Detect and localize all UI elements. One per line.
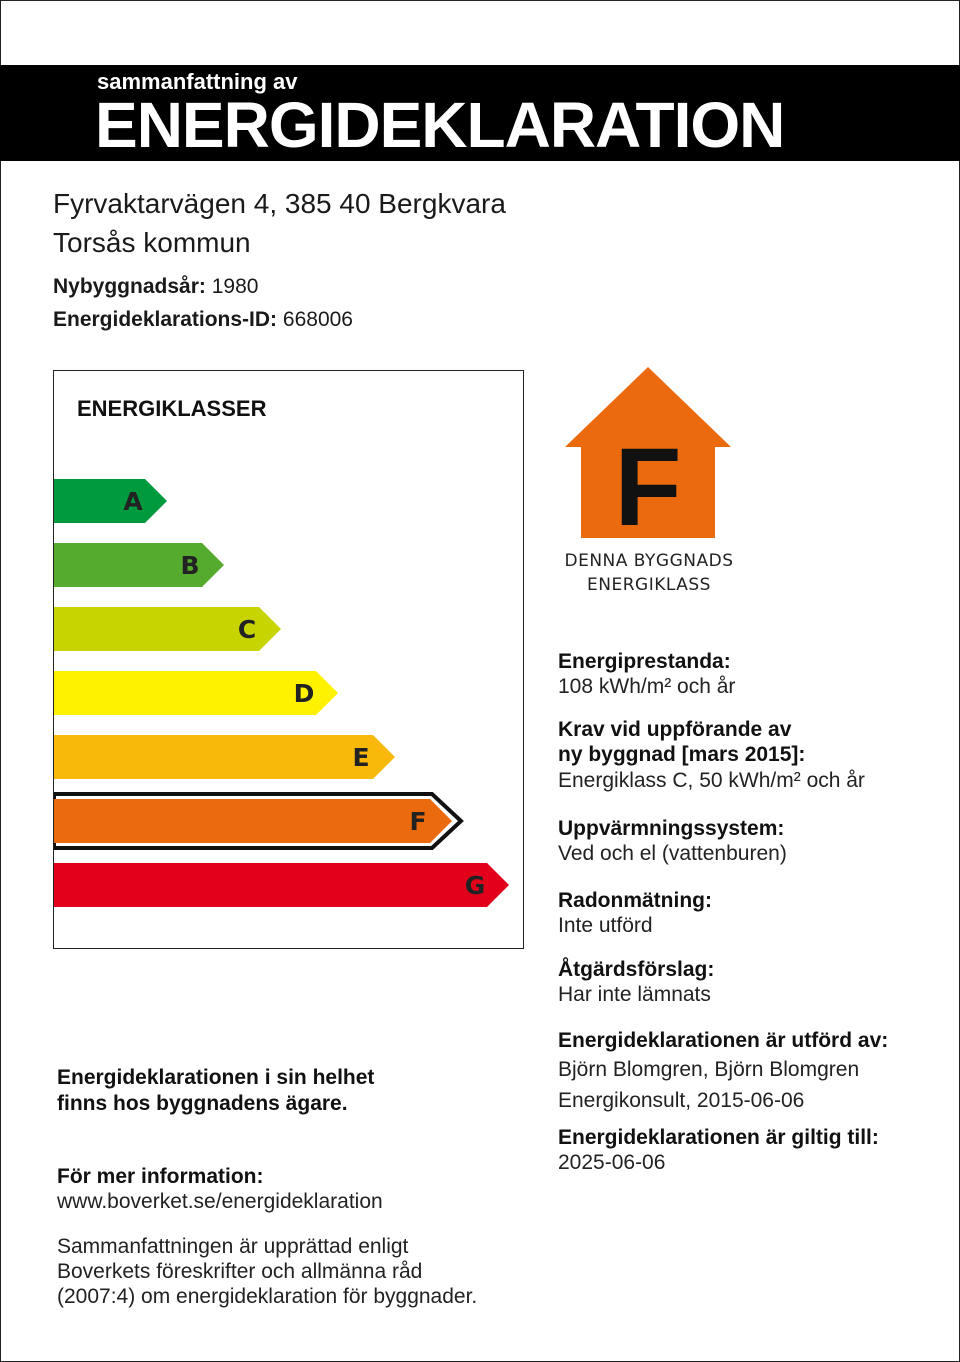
energy-class-arrow (54, 799, 452, 843)
info-link[interactable]: www.boverket.se/energideklaration (57, 1190, 383, 1213)
measures-value: Har inte lämnats (558, 983, 711, 1006)
regulation-note-line-1: Sammanfattningen är upprättad enligt (57, 1235, 409, 1258)
header-subtitle: sammanfattning av (97, 69, 298, 94)
performed-by-label: Energideklarationen är utförd av: (558, 1029, 889, 1052)
header-title: ENERGIDEKLARATION (95, 89, 785, 161)
energy-class-arrow (54, 863, 509, 907)
energy-class-a (54, 479, 167, 523)
performed-by-value: Björn Blomgren, Björn Blomgren (558, 1058, 860, 1081)
energy-class-d (54, 671, 338, 715)
requirement-label-line-1: Krav vid uppförande av (558, 718, 792, 741)
address-line-2: Torsås kommun (53, 227, 251, 258)
energy-class-c (54, 607, 281, 651)
heating-label: Uppvärmningssystem: (558, 817, 785, 840)
energy-class-letter: D (293, 679, 315, 708)
energy-class-scale (54, 371, 523, 948)
construction-year (53, 275, 258, 299)
performed-by-org: Energikonsult, 2015-06-06 (558, 1089, 805, 1112)
energy-class-arrow (54, 479, 167, 523)
energy-class-house-badge (565, 365, 731, 540)
valid-until-value: 2025-06-06 (558, 1151, 666, 1174)
energy-class-b (54, 543, 224, 587)
energy-class-letter: A (123, 487, 143, 516)
header-banner (0, 65, 960, 161)
energy-class-g (54, 863, 509, 907)
badge-letter: F (614, 426, 682, 540)
owner-note-line-1: Energideklarationen i sin helhet (57, 1066, 375, 1089)
energy-class-title: ENERGIKLASSER (77, 396, 267, 421)
info-label: För mer information: (57, 1165, 264, 1188)
radon-label: Radonmätning: (558, 889, 712, 912)
performance-label: Energiprestanda: (558, 650, 731, 673)
owner-note-line-2: finns hos byggnadens ägare. (57, 1092, 348, 1115)
energy-class-e (54, 735, 395, 779)
energy-class-letter: E (352, 743, 370, 772)
regulation-note-line-2: Boverkets föreskrifter och allmänna råd (57, 1260, 423, 1283)
requirement-label-line-2: ny byggnad [mars 2015]: (558, 743, 806, 766)
radon-value: Inte utförd (558, 914, 653, 937)
construction-year-value: 1980 (211, 275, 259, 298)
declaration-id-value: 668006 (282, 308, 353, 331)
declaration-id (53, 308, 353, 332)
address-line-1: Fyrvaktarvägen 4, 385 40 Bergkvara (53, 188, 506, 219)
declaration-id-label: Energideklarations-ID: (53, 308, 278, 331)
measures-label: Åtgärdsförslag: (558, 958, 715, 981)
energy-class-arrow (54, 735, 395, 779)
energy-class-letter: C (237, 615, 257, 644)
energy-class-letter: F (409, 807, 427, 836)
energy-class-f (54, 794, 461, 848)
energy-class-panel (53, 370, 524, 949)
requirement-value: Energiklass C, 50 kWh/m² och år (558, 769, 865, 792)
badge-caption-line-2: ENERGIKLASS (587, 575, 711, 595)
performance-value: 108 kWh/m² och år (558, 675, 736, 698)
construction-year-label: Nybyggnadsår: (53, 275, 206, 298)
heating-value: Ved och el (vattenburen) (558, 842, 787, 865)
badge-caption-line-1: DENNA BYGGNADS (564, 551, 734, 571)
energy-class-letter: B (180, 551, 200, 580)
energy-class-letter: G (464, 871, 486, 900)
regulation-note-line-3: (2007:4) om energideklaration för byggnader. (57, 1285, 478, 1308)
valid-until-label: Energideklarationen är giltig till: (558, 1126, 879, 1149)
